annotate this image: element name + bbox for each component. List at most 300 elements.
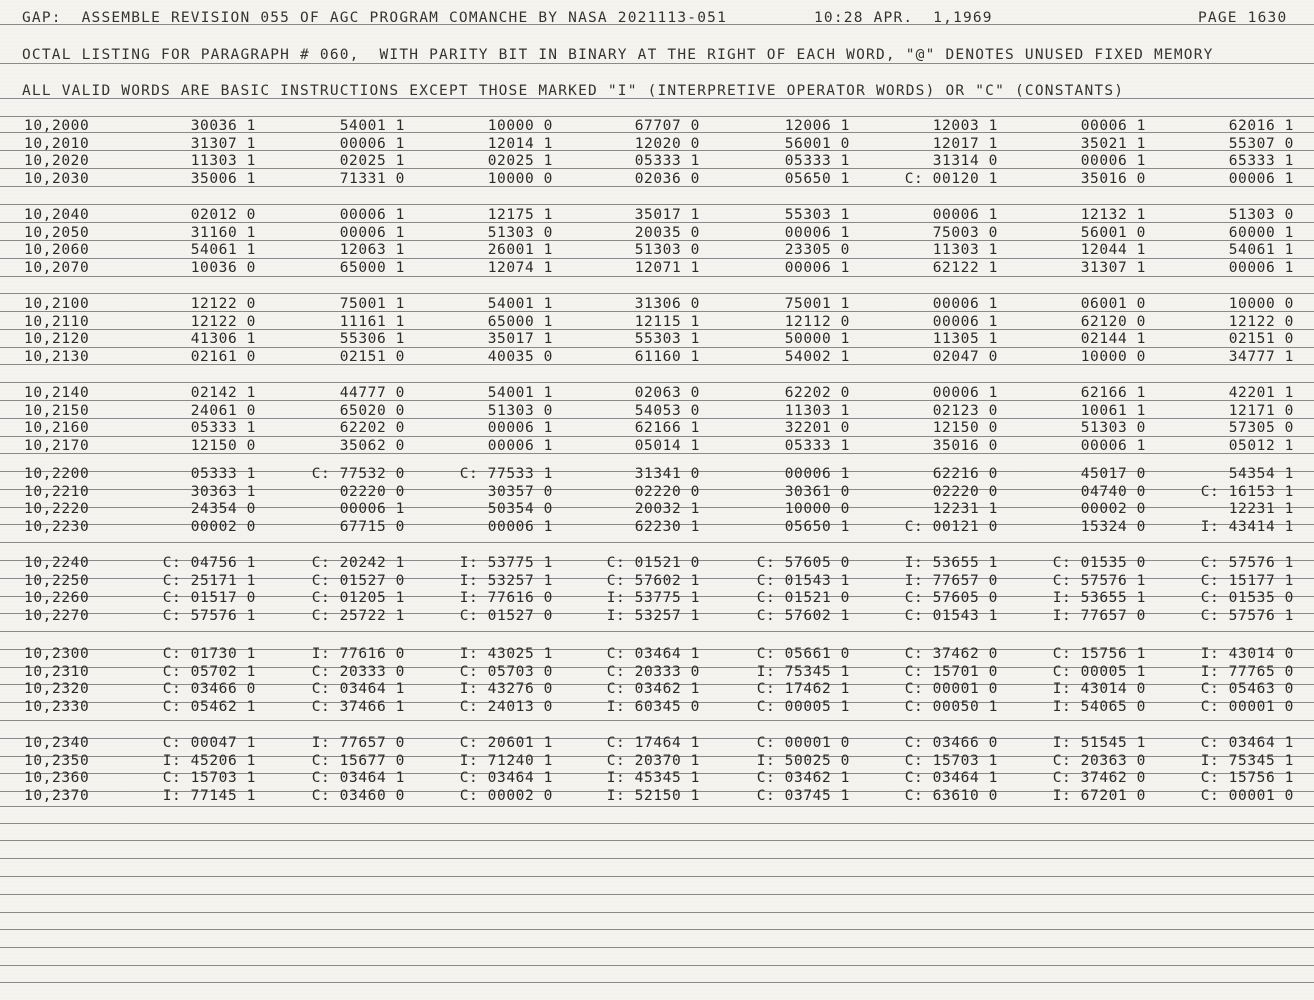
word-cell: C: 20601 1 — [459, 735, 553, 751]
word-cell: 56001 0 — [784, 135, 850, 152]
word-cell: C: 57602 1 — [756, 607, 850, 624]
word-cell: C: 00050 1 — [904, 698, 998, 715]
word-cell: 00006 1 — [1080, 118, 1146, 134]
word-cell: 00006 1 — [932, 296, 998, 312]
word-cell: C: 20370 1 — [606, 752, 700, 769]
word-cell: 12003 1 — [932, 118, 998, 134]
rule — [0, 929, 1314, 930]
word-cell: 11303 1 — [190, 153, 256, 170]
word-cell: 56001 0 — [1080, 224, 1146, 241]
word-cell: 12150 0 — [932, 420, 998, 437]
word-cell: 05650 1 — [784, 170, 850, 187]
word-cell: C: 15677 0 — [311, 752, 405, 769]
word-cell: 12132 1 — [1080, 207, 1146, 223]
word-cell: I: 75345 1 — [756, 663, 850, 680]
word-cell: C: 57602 1 — [606, 572, 700, 589]
word-cell: C: 24013 0 — [459, 698, 553, 715]
rule — [0, 204, 1314, 205]
table-row — [0, 349, 1314, 366]
word-cell: C: 37466 1 — [311, 698, 405, 715]
address-cell: 10,2250 — [24, 572, 90, 589]
word-cell: 62166 1 — [1080, 385, 1146, 401]
word-cell: I: 53655 1 — [904, 555, 998, 571]
word-cell: 62166 1 — [634, 420, 700, 437]
word-cell: 02025 1 — [339, 153, 405, 170]
word-cell: 34777 1 — [1228, 348, 1294, 365]
word-cell: 02142 1 — [190, 385, 256, 401]
address-cell: 10,2130 — [24, 348, 90, 365]
rule — [0, 858, 1314, 859]
word-cell: 05333 1 — [784, 437, 850, 454]
address-cell: 10,2110 — [24, 313, 90, 330]
address-cell: 10,2240 — [24, 555, 90, 571]
word-cell: 11161 1 — [339, 313, 405, 330]
word-cell: 00006 1 — [339, 135, 405, 152]
word-cell: 12063 1 — [339, 242, 405, 259]
word-cell: C: 17464 1 — [606, 735, 700, 751]
word-cell: 02161 0 — [190, 348, 256, 365]
word-cell: C: 03745 1 — [756, 787, 850, 804]
word-cell: 00006 1 — [487, 518, 553, 535]
address-cell: 10,2200 — [24, 466, 90, 482]
word-cell: 42201 1 — [1228, 385, 1294, 401]
word-cell: C: 15703 1 — [904, 752, 998, 769]
address-cell: 10,2230 — [24, 518, 90, 535]
word-cell: 54061 1 — [190, 242, 256, 259]
word-cell: 51303 0 — [1080, 420, 1146, 437]
word-cell: 00006 1 — [784, 466, 850, 482]
address-cell: 10,2120 — [24, 331, 90, 348]
word-cell: 35021 1 — [1080, 135, 1146, 152]
word-cell: C: 05702 1 — [162, 663, 256, 680]
address-cell: 10,2300 — [24, 646, 90, 662]
word-cell: 35017 1 — [634, 207, 700, 223]
address-cell: 10,2170 — [24, 437, 90, 454]
address-cell: 10,2370 — [24, 787, 90, 804]
word-cell: 00006 1 — [1080, 437, 1146, 454]
word-cell: 10000 0 — [1080, 348, 1146, 365]
word-cell: C: 01205 1 — [311, 590, 405, 607]
word-cell: 51303 0 — [1228, 207, 1294, 223]
word-cell: C: 37462 0 — [904, 646, 998, 662]
word-cell: C: 04756 1 — [162, 555, 256, 571]
word-cell: C: 01527 0 — [311, 572, 405, 589]
address-cell: 10,2220 — [24, 501, 90, 518]
rule — [0, 982, 1314, 983]
word-cell: 65000 1 — [487, 313, 553, 330]
word-cell: C: 03464 1 — [1200, 735, 1294, 751]
timestamp: 10:28 APR. 1,1969 — [814, 10, 993, 26]
word-cell: C: 20333 0 — [311, 663, 405, 680]
word-cell: 35062 0 — [339, 437, 405, 454]
word-cell: 75001 1 — [784, 296, 850, 312]
word-cell: 05012 1 — [1228, 437, 1294, 454]
address-cell: 10,2010 — [24, 135, 90, 152]
word-cell: 55306 1 — [339, 331, 405, 348]
word-cell: C: 01543 1 — [904, 607, 998, 624]
word-cell: 02151 0 — [339, 348, 405, 365]
word-cell: 75001 1 — [339, 296, 405, 312]
word-cell: 12175 1 — [487, 207, 553, 223]
word-cell: I: 50025 0 — [756, 752, 850, 769]
word-cell: 30363 1 — [190, 483, 256, 500]
word-cell: C: 00120 1 — [904, 170, 998, 187]
word-cell: 62016 1 — [1228, 118, 1294, 134]
table-row — [0, 590, 1314, 607]
word-cell: 54001 1 — [487, 296, 553, 312]
word-cell: C: 25722 1 — [311, 607, 405, 624]
word-cell: 12112 0 — [784, 313, 850, 330]
word-cell: C: 00002 0 — [459, 787, 553, 804]
word-cell: 00002 0 — [1080, 501, 1146, 518]
address-cell: 10,2360 — [24, 770, 90, 787]
word-cell: 35016 0 — [932, 437, 998, 454]
address-cell: 10,2070 — [24, 259, 90, 276]
word-cell: 67707 0 — [634, 118, 700, 134]
word-cell: 11305 1 — [932, 331, 998, 348]
word-cell: 00006 1 — [339, 207, 405, 223]
rule — [0, 806, 1314, 807]
word-cell: I: 77657 0 — [904, 572, 998, 589]
assembly-title: GAP: ASSEMBLE REVISION 055 OF AGC PROGRAM COMANCHE BY NASA 2021113-051 — [22, 10, 728, 26]
word-cell: C: 05703 0 — [459, 663, 553, 680]
rule — [0, 382, 1314, 383]
table-row — [0, 466, 1314, 483]
word-cell: 02025 1 — [487, 153, 553, 170]
word-cell: 05333 1 — [784, 153, 850, 170]
rule — [0, 876, 1314, 877]
word-cell: 10061 1 — [1080, 402, 1146, 419]
word-cell: 35006 1 — [190, 170, 256, 187]
word-cell: 02220 0 — [634, 483, 700, 500]
word-cell: 75003 0 — [932, 224, 998, 241]
table-row — [0, 242, 1314, 259]
page-number: PAGE 1630 — [1198, 10, 1288, 26]
address-cell: 10,2210 — [24, 483, 90, 500]
word-cell: 54061 1 — [1228, 242, 1294, 259]
word-cell: I: 77765 0 — [1200, 663, 1294, 680]
word-cell: 62120 0 — [1080, 313, 1146, 330]
address-cell: 10,2060 — [24, 242, 90, 259]
address-cell: 10,2100 — [24, 296, 90, 312]
address-cell: 10,2000 — [24, 118, 90, 134]
word-cell: 54002 1 — [784, 348, 850, 365]
word-cell: I: 43014 0 — [1052, 681, 1146, 698]
word-cell: I: 43025 1 — [459, 646, 553, 662]
word-cell: 26001 1 — [487, 242, 553, 259]
rule — [0, 912, 1314, 913]
word-cell: I: 53775 1 — [459, 555, 553, 571]
word-cell: 41306 1 — [190, 331, 256, 348]
table-row — [0, 314, 1314, 331]
word-cell: 62230 1 — [634, 518, 700, 535]
word-cell: C: 01521 0 — [606, 555, 700, 571]
word-cell: 67715 0 — [339, 518, 405, 535]
listing-description: OCTAL LISTING FOR PARAGRAPH # 060, WITH PARITY BIT IN BINARY AT THE RIGHT OF EACH WORD, "@" DENOTES UNUSED FIXED MEMORY — [22, 47, 1214, 63]
address-cell: 10,2160 — [24, 420, 90, 437]
word-cell: C: 01527 0 — [459, 607, 553, 624]
word-cell: I: 77657 0 — [1052, 607, 1146, 624]
word-cell: I: 71240 1 — [459, 752, 553, 769]
word-cell: 05333 1 — [190, 466, 256, 482]
word-cell: 61160 1 — [634, 348, 700, 365]
address-cell: 10,2040 — [24, 207, 90, 223]
word-cell: 10036 0 — [190, 259, 256, 276]
word-cell: C: 20242 1 — [311, 555, 405, 571]
word-cell: C: 00121 0 — [904, 518, 998, 535]
address-cell: 10,2350 — [24, 752, 90, 769]
word-cell: C: 03460 0 — [311, 787, 405, 804]
word-cell: 35016 0 — [1080, 170, 1146, 187]
rule — [0, 840, 1314, 841]
word-cell: 00006 1 — [1228, 170, 1294, 187]
word-cell: 00002 0 — [190, 518, 256, 535]
table-row — [0, 260, 1314, 277]
word-cell: 12074 1 — [487, 259, 553, 276]
word-cell: 54053 0 — [634, 402, 700, 419]
word-cell: I: 43014 0 — [1200, 646, 1294, 662]
word-cell: 55307 0 — [1228, 135, 1294, 152]
word-cell: 54001 1 — [487, 385, 553, 401]
word-cell: C: 57605 0 — [756, 555, 850, 571]
word-cell: 12150 0 — [190, 437, 256, 454]
word-cell: 10000 0 — [784, 501, 850, 518]
word-cell: C: 01517 0 — [162, 590, 256, 607]
word-cell: C: 01535 0 — [1052, 555, 1146, 571]
word-cell: 12044 1 — [1080, 242, 1146, 259]
word-cell: 32201 0 — [784, 420, 850, 437]
word-cell: 31160 1 — [190, 224, 256, 241]
word-cell: 02151 0 — [1228, 331, 1294, 348]
word-cell: 12231 1 — [1228, 501, 1294, 518]
word-cell: 51303 0 — [487, 224, 553, 241]
word-cell: I: 53775 1 — [606, 590, 700, 607]
address-cell: 10,2340 — [24, 735, 90, 751]
word-cell: 65020 0 — [339, 402, 405, 419]
word-cell: 24061 0 — [190, 402, 256, 419]
word-cell: C: 01535 0 — [1200, 590, 1294, 607]
word-cell: 12171 0 — [1228, 402, 1294, 419]
table-row — [0, 664, 1314, 681]
rule — [0, 947, 1314, 948]
word-cell: 45017 0 — [1080, 466, 1146, 482]
table-row — [0, 296, 1314, 313]
word-cell: 62202 0 — [784, 385, 850, 401]
table-row — [0, 403, 1314, 420]
word-cell: I: 53257 1 — [459, 572, 553, 589]
word-cell: 24354 0 — [190, 501, 256, 518]
word-cell: I: 77657 0 — [311, 735, 405, 751]
word-cell: 55303 1 — [784, 207, 850, 223]
word-cell: 35017 1 — [487, 331, 553, 348]
word-cell: C: 03464 1 — [311, 770, 405, 787]
word-cell: 55303 1 — [634, 331, 700, 348]
table-row — [0, 153, 1314, 170]
word-cell: 65000 1 — [339, 259, 405, 276]
word-cell: C: 03466 0 — [162, 681, 256, 698]
word-cell: C: 15756 1 — [1200, 770, 1294, 787]
word-cell: C: 01543 1 — [756, 572, 850, 589]
word-cell: 20035 0 — [634, 224, 700, 241]
table-row — [0, 484, 1314, 501]
address-cell: 10,2050 — [24, 224, 90, 241]
word-cell: C: 20333 0 — [606, 663, 700, 680]
rule — [0, 542, 1314, 543]
table-row — [0, 136, 1314, 153]
table-row — [0, 118, 1314, 135]
word-cell: I: 45206 1 — [162, 752, 256, 769]
word-cell: C: 03462 1 — [756, 770, 850, 787]
word-cell: 12071 1 — [634, 259, 700, 276]
word-cell: C: 00005 1 — [756, 698, 850, 715]
word-cell: C: 00005 1 — [1052, 663, 1146, 680]
word-cell: 00006 1 — [339, 501, 405, 518]
word-cell: C: 00047 1 — [162, 735, 256, 751]
word-cell: 00006 1 — [932, 385, 998, 401]
word-cell: 05014 1 — [634, 437, 700, 454]
word-cell: 12122 0 — [190, 296, 256, 312]
word-cell: 00006 1 — [1228, 259, 1294, 276]
word-cell: C: 01521 0 — [756, 590, 850, 607]
word-cell: I: 77145 1 — [162, 787, 256, 804]
word-cell: 02144 1 — [1080, 331, 1146, 348]
word-cell: 11303 1 — [784, 402, 850, 419]
word-cell: 62216 0 — [932, 466, 998, 482]
word-cell: I: 67201 0 — [1052, 787, 1146, 804]
word-cell: 12122 0 — [1228, 313, 1294, 330]
word-cell: 31314 0 — [932, 153, 998, 170]
word-cell: 31307 1 — [1080, 259, 1146, 276]
address-cell: 10,2320 — [24, 681, 90, 698]
word-cell: 23305 0 — [784, 242, 850, 259]
table-row — [0, 171, 1314, 188]
word-cell: 30036 1 — [190, 118, 256, 134]
word-cell: C: 05463 0 — [1200, 681, 1294, 698]
word-cell: 12020 0 — [634, 135, 700, 152]
table-row — [0, 770, 1314, 787]
rule — [0, 720, 1314, 721]
word-cell: 31306 0 — [634, 296, 700, 312]
word-cell: C: 00001 0 — [1200, 698, 1294, 715]
word-cell: 00006 1 — [487, 420, 553, 437]
table-row — [0, 331, 1314, 348]
word-cell: 50354 0 — [487, 501, 553, 518]
rule — [0, 293, 1314, 294]
word-cell: 50000 1 — [784, 331, 850, 348]
word-cell: 00006 1 — [784, 224, 850, 241]
word-cell: 31307 1 — [190, 135, 256, 152]
word-cell: C: 77533 1 — [459, 466, 553, 482]
word-cell: 02220 0 — [932, 483, 998, 500]
word-cell: 51303 0 — [487, 402, 553, 419]
word-cell: C: 03464 1 — [459, 770, 553, 787]
word-cell: C: 15701 0 — [904, 663, 998, 680]
word-cell: 05650 1 — [784, 518, 850, 535]
word-cell: 00006 1 — [932, 207, 998, 223]
word-cell: 00006 1 — [932, 313, 998, 330]
word-cell: C: 00001 0 — [904, 681, 998, 698]
word-cell: C: 03462 1 — [606, 681, 700, 698]
word-cell: 05333 1 — [634, 153, 700, 170]
address-cell: 10,2140 — [24, 385, 90, 401]
table-row — [0, 699, 1314, 716]
word-cell: C: 37462 0 — [1052, 770, 1146, 787]
word-cell: 02047 0 — [932, 348, 998, 365]
word-cell: C: 57605 0 — [904, 590, 998, 607]
word-cell: C: 03464 1 — [311, 681, 405, 698]
word-cell: I: 53257 1 — [606, 607, 700, 624]
word-cell: C: 63610 0 — [904, 787, 998, 804]
word-cell: 20032 1 — [634, 501, 700, 518]
word-cell: 10000 0 — [487, 170, 553, 187]
word-cell: I: 77616 0 — [311, 646, 405, 662]
table-row — [0, 385, 1314, 402]
word-cell: 62122 1 — [932, 259, 998, 276]
table-row — [0, 681, 1314, 698]
word-cell: 15324 0 — [1080, 518, 1146, 535]
table-row — [0, 735, 1314, 752]
word-cell: C: 03464 1 — [904, 770, 998, 787]
word-cell: C: 15756 1 — [1052, 646, 1146, 662]
table-row — [0, 501, 1314, 518]
table-row — [0, 207, 1314, 224]
address-cell: 10,2150 — [24, 402, 90, 419]
word-cell: 54354 1 — [1228, 466, 1294, 482]
word-cell: C: 15177 1 — [1200, 572, 1294, 589]
table-row — [0, 608, 1314, 625]
word-cell: 12231 1 — [932, 501, 998, 518]
word-cell: I: 52150 1 — [606, 787, 700, 804]
word-cell: 10000 0 — [1228, 296, 1294, 312]
word-cell: C: 01730 1 — [162, 646, 256, 662]
rule — [0, 823, 1314, 824]
word-cell: I: 43414 1 — [1200, 518, 1294, 535]
word-cell: I: 60345 0 — [606, 698, 700, 715]
table-row — [0, 438, 1314, 455]
word-cell: I: 75345 1 — [1200, 752, 1294, 769]
rule — [0, 894, 1314, 895]
word-cell: 12006 1 — [784, 118, 850, 134]
rule — [0, 63, 1314, 64]
word-cell: I: 51545 1 — [1052, 735, 1146, 751]
word-cell: 05333 1 — [190, 420, 256, 437]
word-cell: C: 77532 0 — [311, 466, 405, 482]
table-row — [0, 225, 1314, 242]
word-cell: 04740 0 — [1080, 483, 1146, 500]
word-cell: 06001 0 — [1080, 296, 1146, 312]
word-cell: 12017 1 — [932, 135, 998, 152]
word-cell: 02123 0 — [932, 402, 998, 419]
table-row — [0, 573, 1314, 590]
word-cell: 12122 0 — [190, 313, 256, 330]
word-cell: 02012 0 — [190, 207, 256, 223]
table-row — [0, 420, 1314, 437]
word-cell: C: 25171 1 — [162, 572, 256, 589]
word-cell: 57305 0 — [1228, 420, 1294, 437]
word-cell: C: 00001 0 — [1200, 787, 1294, 804]
word-cell: 71331 0 — [339, 170, 405, 187]
word-cell: C: 05462 1 — [162, 698, 256, 715]
address-cell: 10,2330 — [24, 698, 90, 715]
word-cell: 11303 1 — [932, 242, 998, 259]
rule — [0, 965, 1314, 966]
word-cell: 30361 0 — [784, 483, 850, 500]
word-cell: C: 03466 0 — [904, 735, 998, 751]
table-row — [0, 753, 1314, 770]
address-cell: 10,2030 — [24, 170, 90, 187]
address-cell: 10,2260 — [24, 590, 90, 607]
word-cell: 51303 0 — [634, 242, 700, 259]
